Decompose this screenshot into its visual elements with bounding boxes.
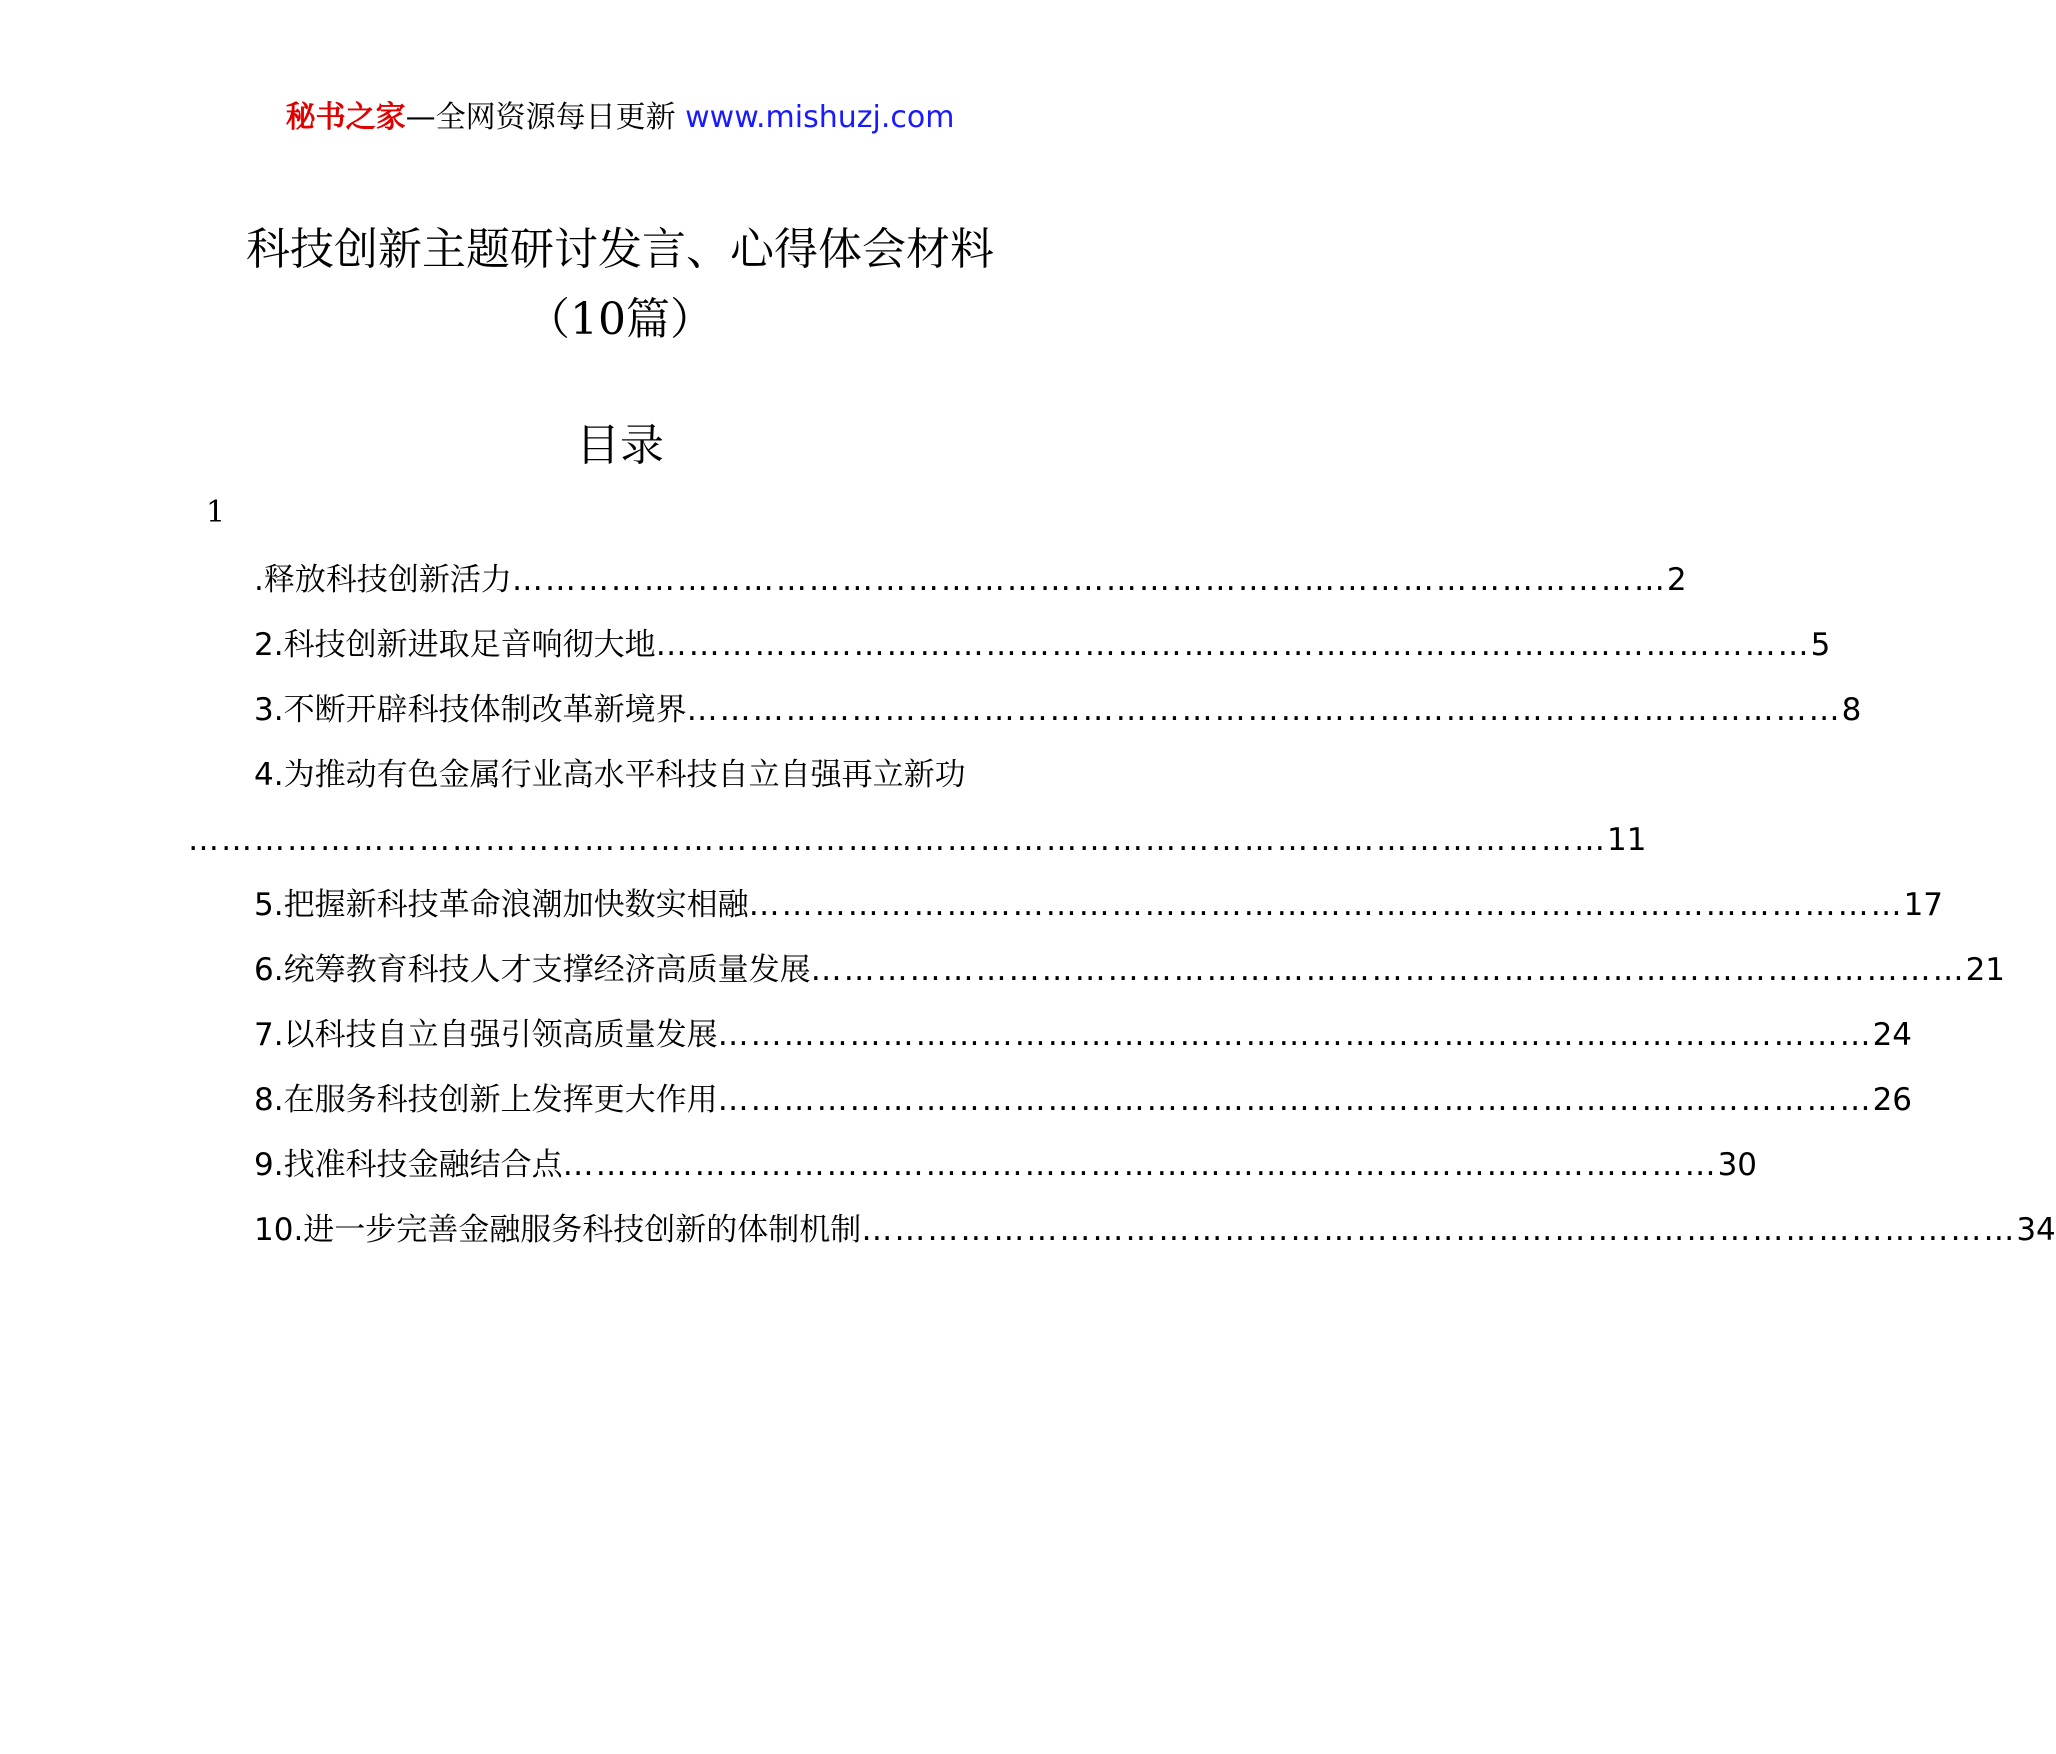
toc-entry-label: 8.在服务科技创新上发挥更大作用 <box>254 1082 718 1118</box>
toc-entry-page: 24 <box>1872 1017 1913 1053</box>
toc-dot-leader: …………………………………………………………………………………………… <box>655 627 1811 663</box>
table-of-contents <box>0 552 2056 1267</box>
toc-entry-page: 5 <box>1810 627 1831 663</box>
toc-dot-leader: …………………………………………………………………………………………… <box>686 692 1842 728</box>
toc-entry[interactable] <box>0 1137 1758 1202</box>
subtitle-close-paren: ） <box>670 294 714 345</box>
document-title: 科技创新主题研讨发言、心得体会材料 <box>246 224 994 275</box>
toc-entry[interactable] <box>0 617 1831 682</box>
toc-dot-leader: …………………………………………………………………………………………… <box>861 1212 2017 1248</box>
toc-dot-leader: …………………………………………………………………………………………… <box>810 952 1966 988</box>
toc-heading: 目录 <box>576 420 664 471</box>
toc-entry-label: 4.为推动有色金属行业高水平科技自立自强再立新功 <box>254 757 966 793</box>
toc-entry[interactable] <box>0 1072 1913 1137</box>
toc-dot-leader: ………………………………………………………………………………………………………………… <box>188 822 1607 858</box>
toc-stray-number: 1 <box>206 495 226 530</box>
toc-entry[interactable] <box>0 1202 2056 1267</box>
toc-entry[interactable] <box>0 747 1647 877</box>
toc-entry-label: 3.不断开辟科技体制改革新境界 <box>254 692 687 728</box>
toc-entry-label: 7.以科技自立自强引领高质量发展 <box>254 1017 718 1053</box>
subtitle-open-paren: （ <box>526 294 570 345</box>
document-subtitle <box>0 292 1240 348</box>
toc-entry-label: 10.进一步完善金融服务科技创新的体制机制 <box>254 1212 862 1248</box>
toc-entry[interactable] <box>0 877 1944 942</box>
toc-entry[interactable] <box>0 1007 1913 1072</box>
site-url-link[interactable]: www.mishuzj.com <box>685 100 955 135</box>
toc-entry-page: 11 <box>1607 822 1647 858</box>
brand-name: 秘书之家 <box>285 100 406 135</box>
toc-entry-page: 21 <box>1965 952 2006 988</box>
toc-entry-label: 9.找准科技金融结合点 <box>254 1147 563 1183</box>
toc-dot-leader: …………………………………………………………………………………………… <box>717 1017 1873 1053</box>
toc-entry[interactable] <box>0 942 2006 1007</box>
toc-dot-leader: …………………………………………………………………………………………… <box>511 562 1667 598</box>
toc-entry-page: 26 <box>1872 1082 1913 1118</box>
toc-entry-page: 34 <box>2016 1212 2056 1248</box>
toc-entry-page: 30 <box>1717 1147 1758 1183</box>
toc-entry-page: 17 <box>1903 887 1944 923</box>
site-banner <box>0 98 1240 138</box>
toc-entry-label: .释放科技创新活力 <box>254 562 512 598</box>
subtitle-count: 10 <box>570 294 626 345</box>
toc-entry-page: 8 <box>1841 692 1862 728</box>
banner-tagline: —全网资源每日更新 <box>405 100 676 135</box>
toc-entry-label: 5.把握新科技革命浪潮加快数实相融 <box>254 887 749 923</box>
toc-entry-label: 2.科技创新进取足音响彻大地 <box>254 627 656 663</box>
toc-dot-leader: …………………………………………………………………………………………… <box>748 887 1904 923</box>
toc-entry[interactable] <box>0 552 1687 617</box>
toc-entry-page: 2 <box>1666 562 1687 598</box>
toc-dot-leader: …………………………………………………………………………………………… <box>717 1082 1873 1118</box>
toc-entry[interactable] <box>0 682 1862 747</box>
toc-dot-leader: …………………………………………………………………………………………… <box>562 1147 1718 1183</box>
toc-entry-label: 6.统筹教育科技人才支撑经济高质量发展 <box>254 952 811 988</box>
subtitle-word: 篇 <box>626 294 670 345</box>
